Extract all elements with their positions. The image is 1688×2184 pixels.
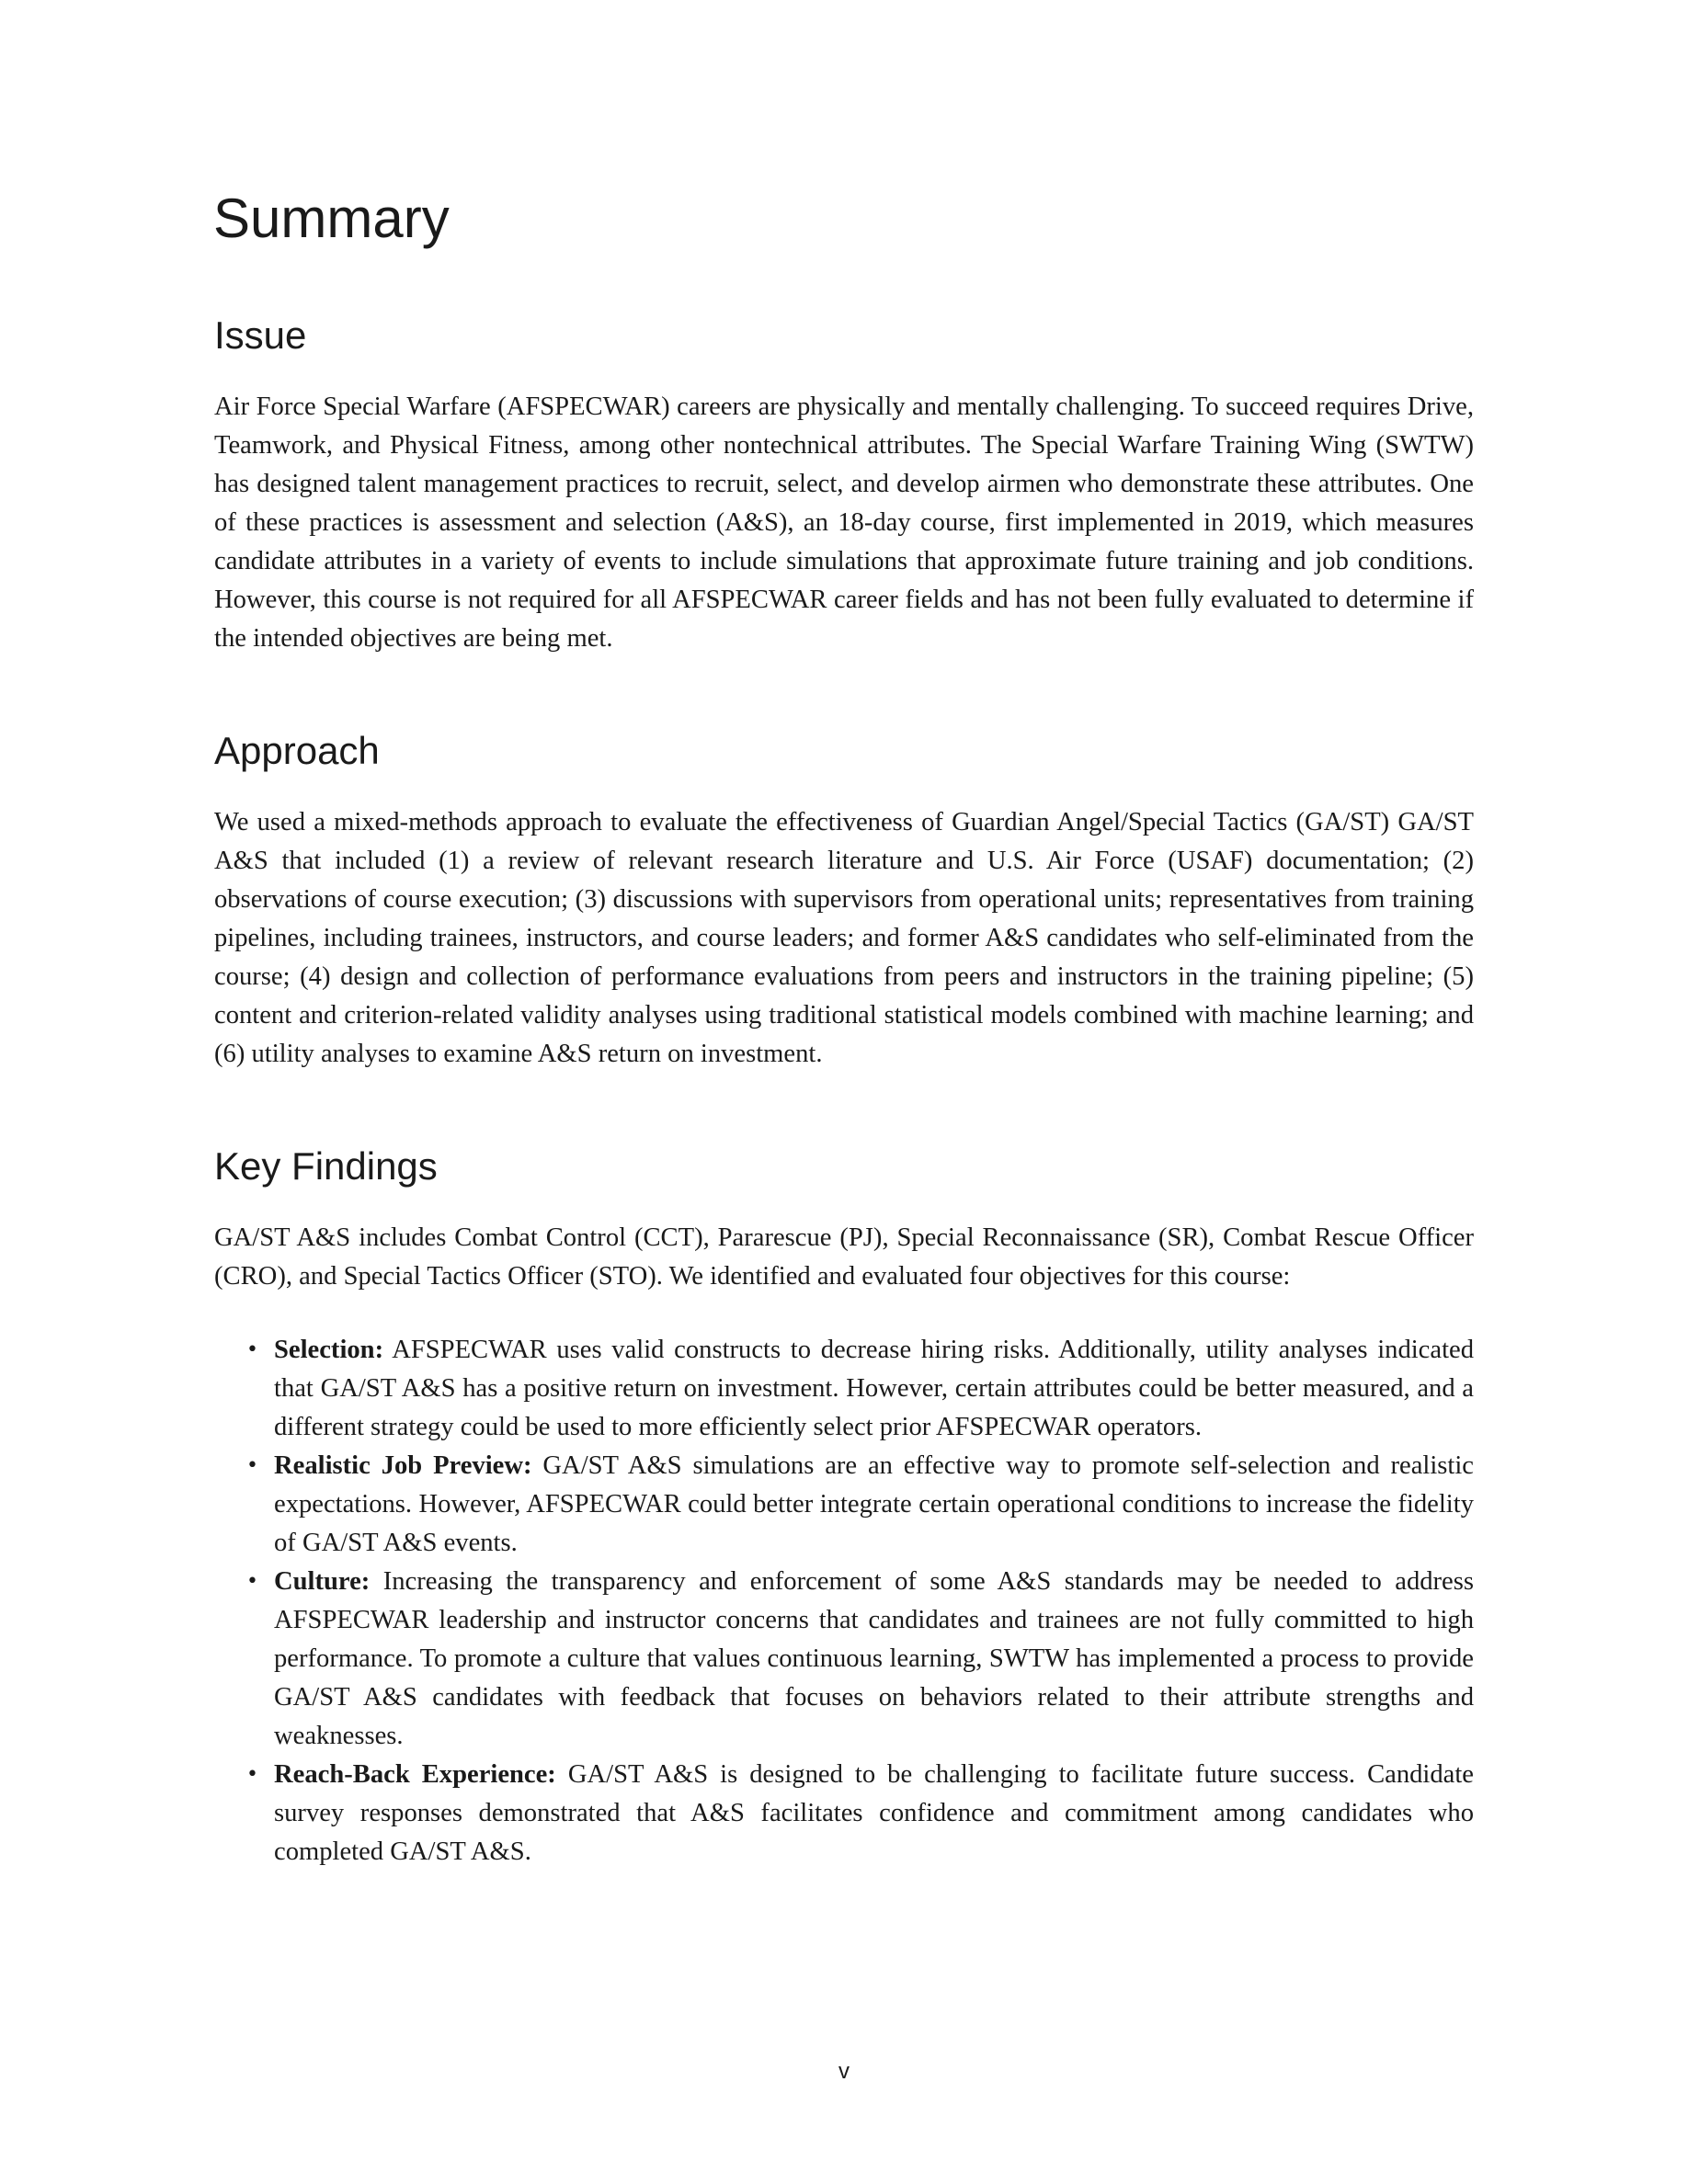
findings-list: [214, 1331, 1474, 1871]
finding-term: Realistic Job Preview:: [274, 1451, 532, 1480]
finding-item-reach-back-experience: [246, 1756, 1474, 1871]
issue-heading: Issue: [214, 313, 307, 357]
finding-text: AFSPECWAR uses valid constructs to decrease hiring risks. Additionally, utility analyses indicated that GA/ST A&S has a positive return on investment. However, certain attributes could be better measured, and a different strategy could be used to more efficiently select prior AFSPECWAR operators.: [274, 1336, 1474, 1441]
page-title: Summary: [213, 188, 450, 249]
approach-section: [214, 729, 1474, 1074]
bullet-icon: •: [246, 1454, 258, 1477]
finding-term: Culture:: [274, 1567, 371, 1596]
key-findings-heading: Key Findings: [214, 1144, 438, 1188]
issue-paragraph: Air Force Special Warfare (AFSPECWAR) careers are physically and mentally challenging. To succeed requires Drive, Teamwork, and Physical Fitness, among other nontechnical attributes. The Special Warfare Training Wing (SWTW) has designed talent management practices to recruit, select, and develop airmen who demonstrate these attributes. One of these practices is assessment and selection (A&S), an 18-day course, first implemented in 2019, which measures candidate attributes in a variety of events to include simulations that approximate future training and job conditions. However, this course is not required for all AFSPECWAR career fields and has not been fully evaluated to determine if the intended objectives are being met.: [214, 392, 1474, 653]
finding-item-culture: [246, 1563, 1474, 1756]
finding-text: Increasing the transparency and enforcement of some A&S standards may be needed to address AFSPECWAR leadership and instructor concerns that candidates and trainees are not fully committed to high performance. To promote a culture that values continuous learning, SWTW has implemented a process to provide GA/ST A&S candidates with feedback that focuses on behaviors related to their attribute strengths and weaknesses.: [274, 1567, 1474, 1750]
approach-paragraph: We used a mixed-methods approach to evaluate the effectiveness of Guardian Angel/Special Tactics (GA/ST) GA/ST A&S that included (1) a review of relevant research literature and U.S. Air Force (USAF) documentation; (2) observations of course execution; (3) discussions with supervisors from operational units; representatives from training pipelines, including trainees, instructors, and course leaders; and former A&S candidates who self-eliminated from the course; (4) design and collection of performance evaluations from peers and instructors in the training pipeline; (5) content and criterion-related validity analyses using traditional statistical models combined with machine learning; and (6) utility analyses to examine A&S return on investment.: [214, 808, 1474, 1068]
key-findings-intro: GA/ST A&S includes Combat Control (CCT), Pararescue (PJ), Special Reconnaissance (SR), Combat Rescue Officer (CRO), and Special Tactics Officer (STO). We identified and evaluated four objectives for this course:: [214, 1223, 1474, 1291]
key-findings-section: [214, 1144, 1474, 1871]
finding-term: Selection:: [274, 1336, 384, 1364]
bullet-icon: •: [246, 1763, 258, 1786]
bullet-icon: •: [246, 1338, 258, 1361]
finding-text: GA/ST A&S simulations are an effective way to promote self-selection and realistic expectations. However, AFSPECWAR could better integrate certain operational conditions to increase the fidelity of GA/ST A&S events.: [274, 1451, 1474, 1557]
approach-heading: Approach: [214, 729, 380, 772]
page-number: v: [838, 2059, 850, 2084]
issue-section: [214, 313, 1474, 658]
finding-item-realistic-job-preview: [246, 1447, 1474, 1563]
finding-text: GA/ST A&S is designed to be challenging to facilitate future success. Candidate survey responses demonstrated that A&S facilitates confidence and commitment among candidates who completed GA/ST A&S.: [274, 1760, 1474, 1866]
bullet-icon: •: [246, 1570, 258, 1593]
finding-item-selection: [246, 1331, 1474, 1447]
finding-term: Reach-Back Experience:: [274, 1760, 556, 1789]
page-content: [214, 179, 1474, 1871]
